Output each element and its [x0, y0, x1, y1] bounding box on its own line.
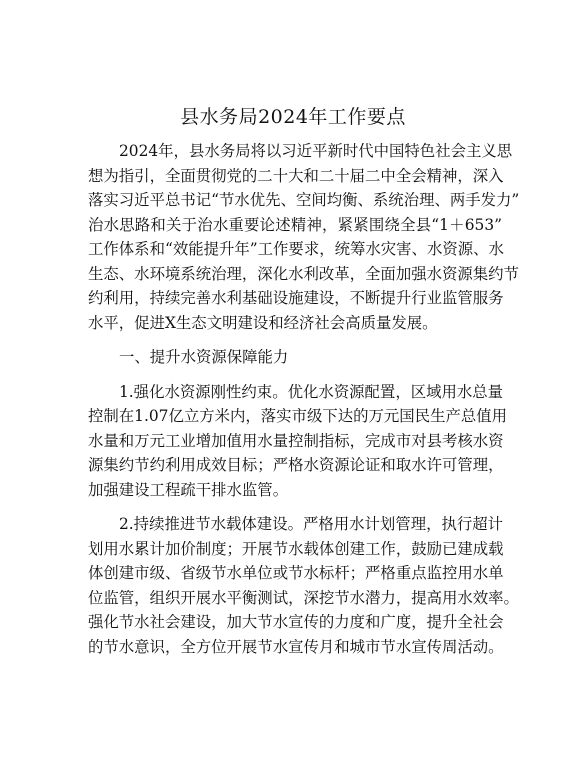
text-line: 生态、水环境系统治理，深化水利改革，全面加强水资源集约节	[88, 264, 519, 283]
section-heading: 一、提升水资源保障能力	[119, 348, 289, 366]
text-line: 控制在1.07亿立方米内，落实市级下达的万元国民生产总值用	[88, 407, 508, 425]
paragraph-intro	[88, 139, 520, 335]
document-title: 县水务局2024年工作要点	[180, 106, 406, 128]
paragraph-item-2	[88, 512, 519, 659]
text-line: 2024年，县水务局将以习近平新时代中国特色社会主义思	[119, 142, 513, 160]
paragraph-spacer	[88, 370, 502, 380]
text-line: 的节水意识，全方位开展节水宣传月和城市节水宣传周活动。	[88, 637, 504, 656]
text-line: 体创建市级、省级节水单位或节水标杆；严格重点监控用水单	[88, 564, 504, 582]
text-line: 水量和万元工业增加值用水量控制指标，完成市对县考核水资	[88, 431, 504, 450]
text-line: 工作体系和“效能提升年”工作要求，统筹水灾害、水资源、水	[88, 240, 504, 258]
text-line: 水平，促进X生态文明建设和经济社会高质量发展。	[88, 313, 438, 332]
text-line: 加强建设工程疏干排水监管。	[88, 480, 289, 499]
text-line: 约利用，持续完善水利基础设施建设，不断提升行业监管服务	[88, 289, 504, 307]
text-line: 划用水累计加价制度；开展节水载体创建工作，鼓励已建成载	[88, 539, 504, 558]
paragraph-spacer	[88, 335, 502, 345]
document-body	[88, 139, 520, 659]
text-line: 强化节水社会建设，加大节水宣传的力度和广度，提升全社会	[88, 613, 504, 631]
text-line: 源集约节约利用成效目标；严格水资源论证和取水许可管理，	[88, 456, 504, 474]
text-line: 1.强化水资源刚性约束。优化水资源配置，区域用水总量	[119, 382, 504, 401]
text-line: 落实习近平总书记“节水优先、空间均衡、系统治理、两手发力”	[88, 191, 520, 209]
paragraph-spacer	[88, 502, 502, 512]
text-line: 位监管，组织开展水平衡测试，深挖节水潜力，提高用水效率。	[88, 588, 519, 607]
paragraph-item-1	[88, 380, 508, 503]
text-line: 治水思路和关于治水重要论述精神，紧紧围绕全县“1＋653”	[88, 215, 502, 234]
section-heading-1	[88, 345, 502, 370]
text-line: 想为指引，全面贯彻党的二十大和二十届二中全会精神，深入	[88, 166, 504, 185]
text-line: 2.持续推进节水载体建设。严格用水计划管理，执行超计	[119, 515, 504, 533]
